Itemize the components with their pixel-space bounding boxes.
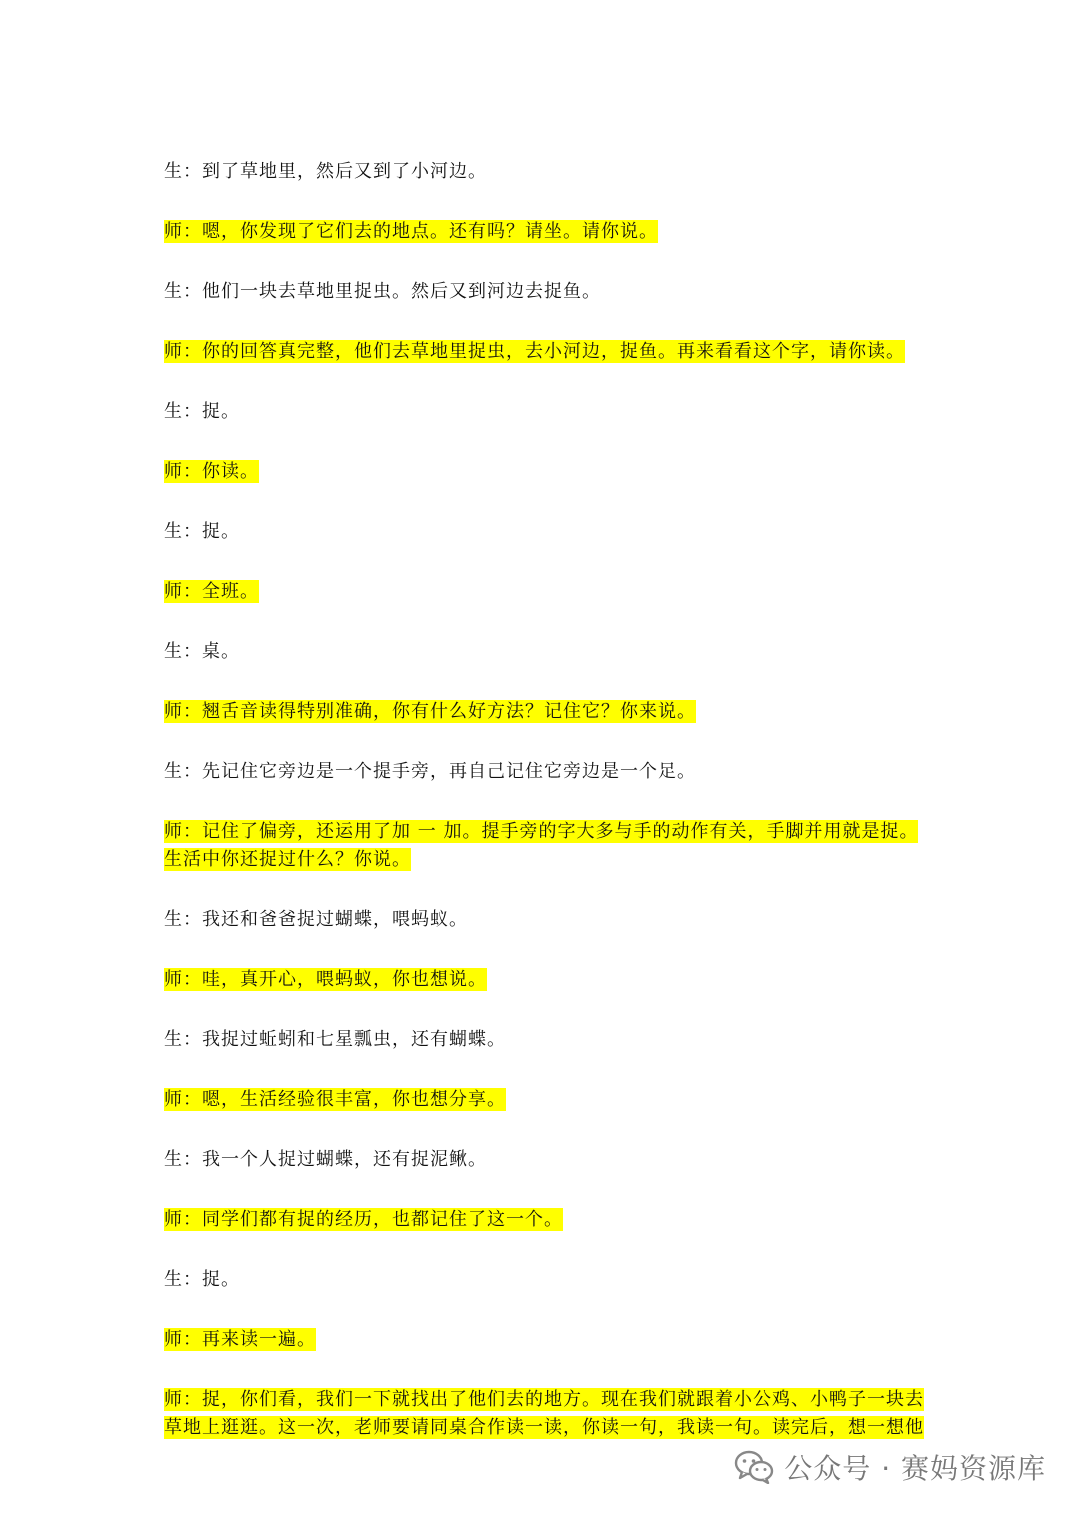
wechat-icon [734,1450,774,1484]
student-line [164,1146,924,1174]
teacher-line [164,966,924,994]
line-text: 生：先记住它旁边是一个提手旁，再自己记住它旁边是一个足。 [164,761,696,782]
student-line [164,906,924,934]
teacher-line [164,1386,924,1442]
line-text: 生：我还和爸爸捉过蝴蝶，喂蚂蚁。 [164,909,468,930]
teacher-line [164,338,924,366]
line-text: 生：捉。 [164,1269,240,1290]
student-line [164,758,924,786]
watermark [734,1447,1046,1487]
student-line [164,1026,924,1054]
line-text: 师：全班。 [164,581,259,602]
line-text: 生：桌。 [164,641,240,662]
teacher-line [164,1086,924,1114]
line-text: 师：你的回答真完整，他们去草地里捉虫，去小河边，捉鱼。再来看看这个字，请你读。 [164,341,905,362]
line-text: 生：我一个人捉过蝴蝶，还有捉泥鳅。 [164,1149,487,1170]
watermark-text: 公众号 · 赛妈资源库 [784,1452,1046,1485]
student-line [164,1266,924,1294]
line-text: 生：他们一块去草地里捉虫。然后又到河边去捉鱼。 [164,281,601,302]
line-text: 师：翘舌音读得特别准确，你有什么好方法？记住它？你来说。 [164,701,696,722]
student-line [164,638,924,666]
line-text: 生：捉。 [164,521,240,542]
transcript-body [164,158,924,1474]
line-text: 生：我捉过蚯蚓和七星瓢虫，还有蝴蝶。 [164,1029,506,1050]
student-line [164,278,924,306]
student-line [164,158,924,186]
teacher-line [164,1206,924,1234]
line-text: 生：捉。 [164,401,240,422]
line-text: 师：哇，真开心，喂蚂蚁，你也想说。 [164,969,487,990]
teacher-line [164,458,924,486]
line-text: 师：嗯，生活经验很丰富，你也想分享。 [164,1089,506,1110]
teacher-line [164,698,924,726]
line-text: 生：到了草地里，然后又到了小河边。 [164,161,487,182]
teacher-line [164,1326,924,1354]
teacher-line [164,218,924,246]
line-text: 师：捉，你们看，我们一下就找出了他们去的地方。现在我们就跟着小公鸡、小鸭子一块去草地上逛逛。这一次，老师要请同桌合作读一读，你读一句，我读一句。读完后，想一想他 [164,1389,924,1438]
line-text: 师：再来读一遍。 [164,1329,316,1350]
line-text: 师：嗯，你发现了它们去的地点。还有吗？请坐。请你说。 [164,221,658,242]
line-text: 师：你读。 [164,461,259,482]
student-line [164,398,924,426]
line-text: 师：同学们都有捉的经历，也都记住了这一个。 [164,1209,563,1230]
line-text: 师：记住了偏旁，还运用了加 一 加。提手旁的字大多与手的动作有关，手脚并用就是捉。生活中你还捉过什么？你说。 [164,821,919,870]
teacher-line [164,578,924,606]
teacher-line [164,818,924,874]
student-line [164,518,924,546]
